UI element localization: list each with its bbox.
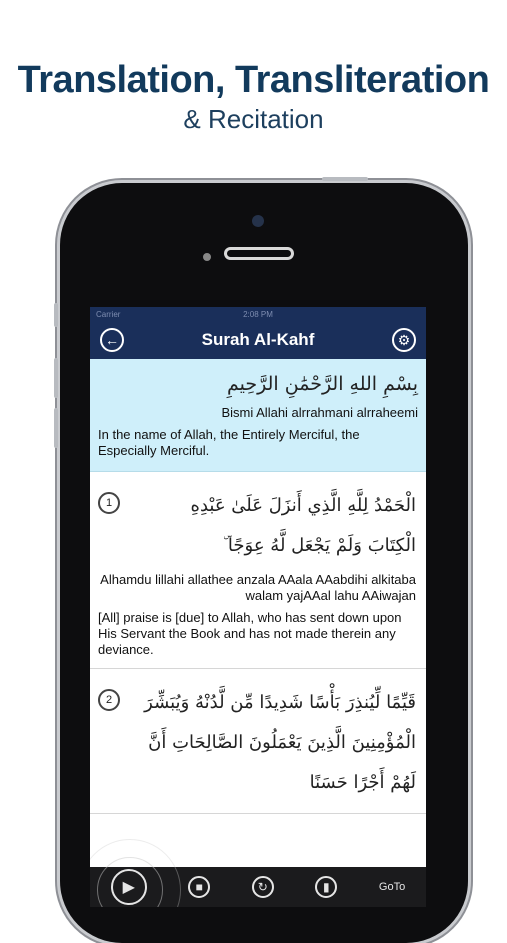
- phone-frame: [60, 183, 468, 943]
- promo-header: [0, 58, 507, 134]
- proximity-sensor: [203, 253, 211, 261]
- bismillah-panel: [90, 359, 426, 472]
- audio-toolbar: [90, 867, 426, 907]
- promo-headline: Translation, Transliteration: [17, 59, 490, 101]
- bismillah-arabic: بِسْمِ اللهِ الرَّحْمَٰنِ الرَّحِيمِ: [227, 373, 418, 395]
- verse-translation: [All] praise is [due] to Allah, who has sent down upon His Servant the Book and has not made therein any deviance.: [98, 610, 402, 657]
- gear-icon[interactable]: ⚙: [392, 328, 416, 352]
- stop-icon[interactable]: ■: [188, 876, 210, 898]
- status-bar: [90, 307, 426, 321]
- promo-subheadline: & Recitation: [183, 104, 324, 134]
- bookmark-icon[interactable]: ▮: [315, 876, 337, 898]
- phone-volume-up: [54, 358, 58, 398]
- app-screen: [90, 307, 426, 907]
- verse-transliteration: Alhamdu lillahi allathee anzala AAala AAabdihi alkitaba walam yajAAal lahu AAiwajan: [100, 572, 416, 603]
- status-time: 2:08 PM: [243, 309, 273, 319]
- verse-arabic: قَيِّمًا لِّيُنذِرَ بَأْسًا شَدِيدًا مِّن لَّدُنْهُ وَيُبَشِّرَ الْمُؤْمِنِينَ الَّذِينَ يَعْمَلُونَ الصَّالِحَاتِ أَنَّ لَهُمْ أَجْرًا حَسَنًا: [144, 692, 416, 793]
- surah-title: Surah Al-Kahf: [201, 330, 315, 349]
- back-arrow-icon[interactable]: ←: [100, 328, 124, 352]
- bismillah-transliteration: Bismi Allahi alrrahmani alrraheemi: [221, 405, 418, 420]
- verse-arabic: الْحَمْدُ لِلَّهِ الَّذِي أَنزَلَ عَلَىٰ عَبْدِهِ الْكِتَابَ وَلَمْ يَجْعَل لَّهُ عِوَجًا ۜ: [190, 495, 416, 556]
- nav-bar: [90, 321, 426, 359]
- front-camera: [252, 215, 264, 227]
- bismillah-translation: In the name of Allah, the Entirely Merciful, the Especially Merciful.: [98, 427, 360, 458]
- phone-power-button: [322, 177, 368, 181]
- verse-number-badge: 2: [98, 689, 120, 711]
- goto-button[interactable]: GoTo: [378, 881, 406, 893]
- verse-item[interactable]: [90, 669, 426, 814]
- verse-item[interactable]: [90, 472, 426, 669]
- play-icon[interactable]: ▶: [111, 869, 147, 905]
- verse-number-badge: 1: [98, 492, 120, 514]
- repeat-icon[interactable]: ↻: [252, 876, 274, 898]
- status-carrier: Carrier: [96, 309, 121, 319]
- phone-volume-down: [54, 408, 58, 448]
- earpiece-speaker: [224, 247, 294, 260]
- phone-mute-switch: [54, 303, 58, 327]
